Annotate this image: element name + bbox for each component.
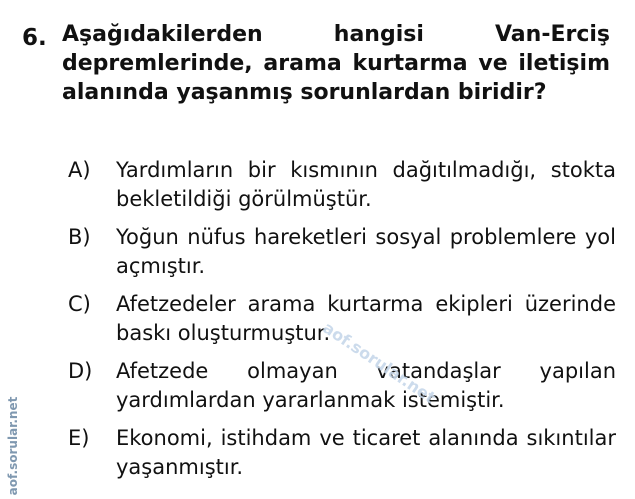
- option-a[interactable]: [68, 156, 616, 214]
- side-watermark-text: aof.sorular.net: [6, 396, 20, 496]
- center-watermark: aof.sorular.net: [319, 318, 440, 408]
- question-number: 6.: [22, 25, 47, 51]
- option-c-text: Afetzedeler arama kurtarma ekipleri üzerinde baskı oluşturmuştur.: [116, 292, 616, 345]
- option-e-letter: E): [68, 426, 90, 450]
- option-e[interactable]: [68, 424, 616, 482]
- option-b-text: Yoğun nüfus hareketleri sosyal problemlere yol açmıştır.: [116, 225, 616, 278]
- side-watermark: [5, 396, 21, 496]
- option-b[interactable]: [68, 223, 616, 281]
- option-d-text: Afetzede olmayan vatandaşlar yapılan yardımlardan yararlanmak istemiştir.: [116, 359, 616, 412]
- option-c-letter: C): [68, 292, 91, 316]
- option-d[interactable]: [68, 357, 616, 415]
- option-e-text: Ekonomi, istihdam ve ticaret alanında sıkıntılar yaşanmıştır.: [116, 426, 616, 479]
- option-d-letter: D): [68, 359, 93, 383]
- option-a-text: Yardımların bir kısmının dağıtılmadığı, stokta bekletildiği görülmüştür.: [116, 158, 616, 211]
- option-b-letter: B): [68, 225, 91, 249]
- question-text: Aşağıdakilerden hangisi Van-Erciş depremlerinde, arama kurtarma ve iletişim alanında yaşanmış sorunlardan biridir?: [62, 22, 610, 105]
- answer-options: [68, 156, 616, 491]
- option-a-letter: A): [68, 158, 91, 182]
